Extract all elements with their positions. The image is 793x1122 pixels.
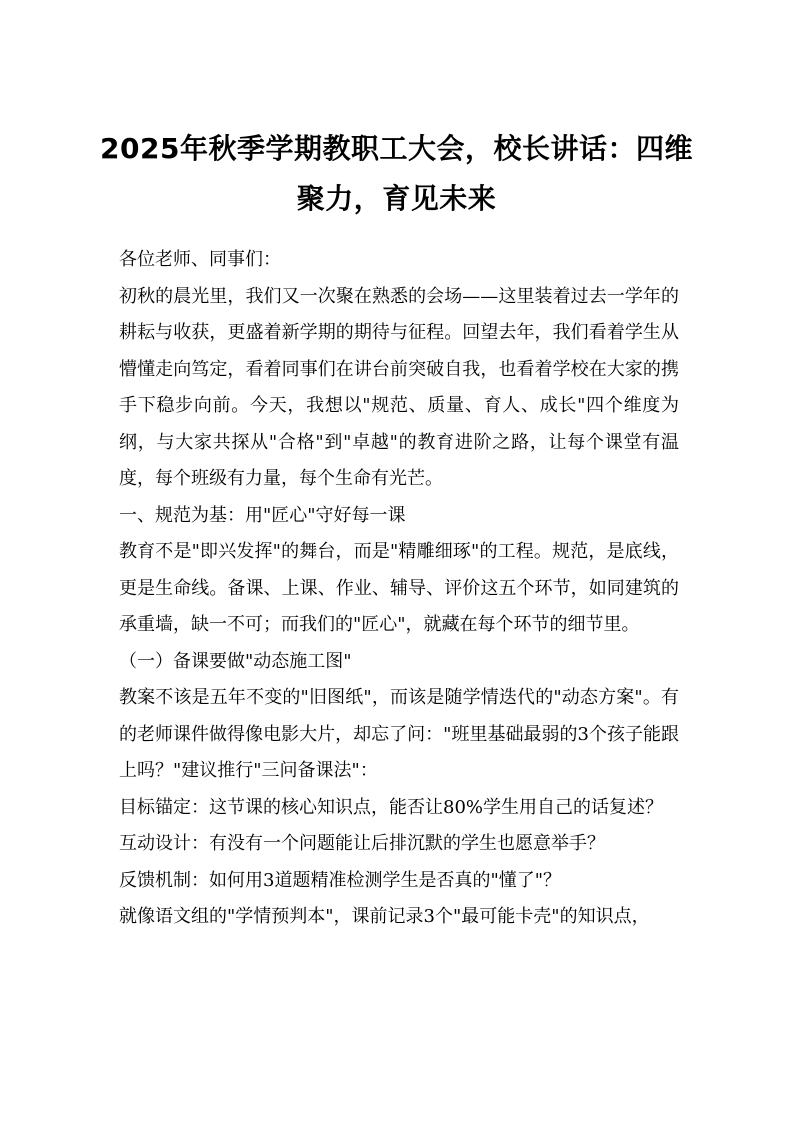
- document-title: 2025年秋季学期教职工大会，校长讲话：四维聚力，育见未来: [100, 132, 693, 215]
- list-item-goal: 目标锚定：这节课的核心知识点，能否让80%学生用自己的话复述？: [119, 796, 664, 818]
- section-1-paragraph: 教育不是"即兴发挥"的舞台，而是"精雕细琢"的工程。规范，是底线，更是生命线。备课、上课、作业、辅导、评价这五个环节，如同建筑的承重墙，缺一不可；而我们的"匠心"，就藏在每个环节的细节里。: [119, 541, 679, 635]
- subsection-heading-1: （一）备课要做"动态施工图": [119, 650, 352, 672]
- subsection-1-paragraph: 教案不该是五年不变的"旧图纸"，而该是随学情迭代的"动态方案"。有的老师课件做得像电影大片，却忘了问："班里基础最弱的3个孩子能跟上吗？"建议推行"三问备课法"：: [119, 687, 679, 781]
- section-heading-1: 一、规范为基：用"匠心"守好每一课: [119, 504, 406, 526]
- list-item-interaction: 互动设计：有没有一个问题能让后排沉默的学生也愿意举手？: [119, 833, 605, 854]
- intro-paragraph: 初秋的晨光里，我们又一次聚在熟悉的会场——这里装着过去一学年的耕耘与收获，更盛着新学期的期待与征程。回望去年，我们看着学生从懵懂走向笃定，看着同事们在讲台前突破自我，也看着学校在大家的携手下稳步向前。今天，我想以"规范、质量、育人、成长"四个维度为纲，与大家共探从"合格"到"卓越"的教育进阶之路，让每个课堂有温度，每个班级有力量，每个生命有光芒。: [119, 285, 679, 489]
- trailing-paragraph: 就像语文组的"学情预判本"，课前记录3个"最可能卡壳"的知识点，: [119, 906, 650, 927]
- salutation: 各位老师、同事们：: [119, 249, 281, 270]
- list-item-feedback: 反馈机制：如何用3道题精准检测学生是否真的"懂了"？: [119, 869, 562, 891]
- document-body: [119, 242, 679, 936]
